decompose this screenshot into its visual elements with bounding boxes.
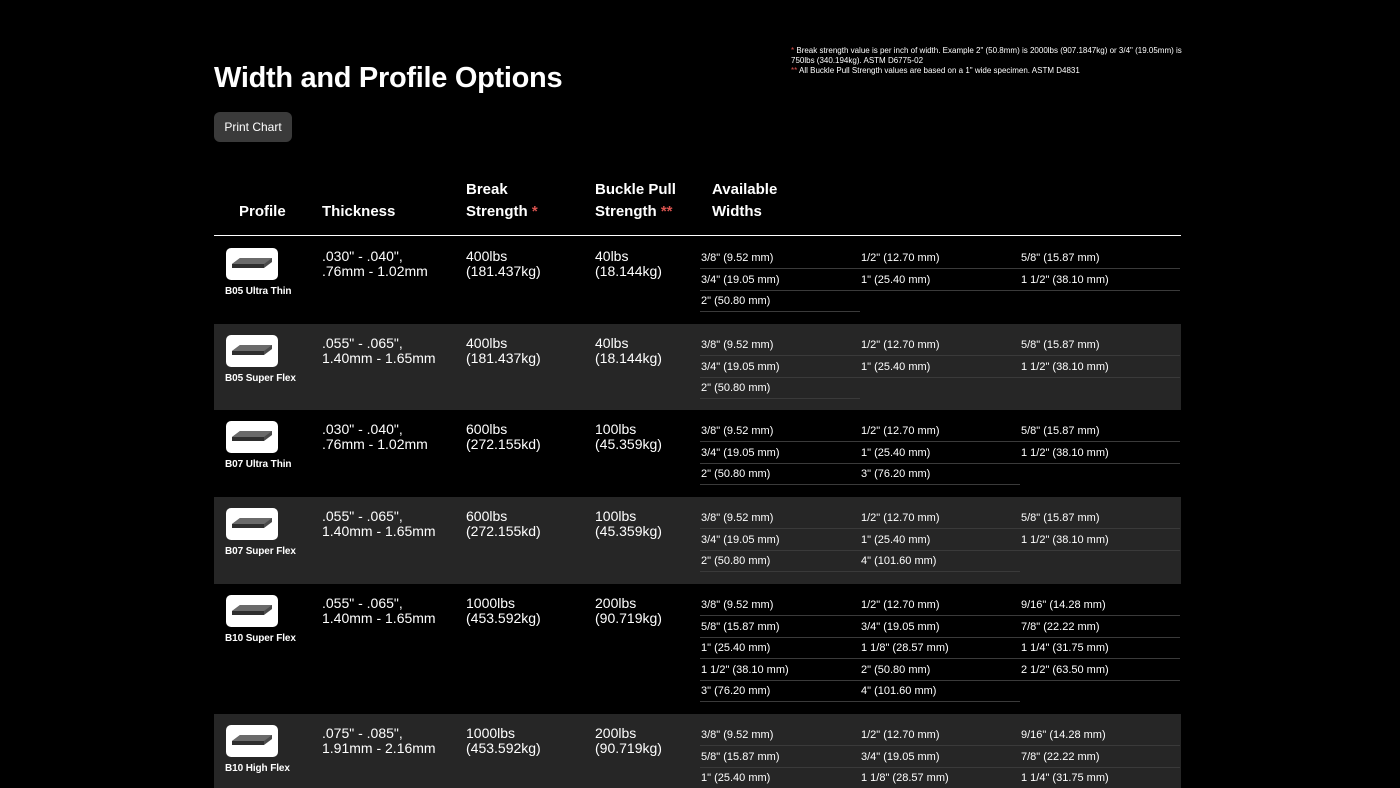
page-title: Width and Profile Options [214, 62, 563, 94]
width-option: 5/8" (15.87 mm) [1020, 507, 1180, 529]
width-option: 3/8" (9.52 mm) [700, 334, 860, 356]
width-option: 3" (76.20 mm) [700, 680, 860, 702]
width-option: 1/2" (12.70 mm) [860, 420, 1020, 442]
footnote-mark: ** [791, 66, 798, 75]
footnote-buckle [791, 66, 1183, 76]
width-option: 2 1/2" (63.50 mm) [1020, 659, 1180, 681]
width-option: 5/8" (15.87 mm) [1020, 247, 1180, 269]
width-option: 3/8" (9.52 mm) [700, 420, 860, 442]
width-option: 3/4" (19.05 mm) [700, 529, 860, 551]
width-option: 2" (50.80 mm) [700, 550, 860, 572]
width-option: 5/8" (15.87 mm) [1020, 334, 1180, 356]
profile-name: B07 Ultra Thin [225, 459, 292, 470]
width-option: 1/2" (12.70 mm) [860, 724, 1020, 746]
print-chart-button[interactable]: Print Chart [214, 112, 292, 142]
break-strength-value: 1000lbs (453.592kg) [466, 725, 541, 756]
profile-name: B10 High Flex [225, 763, 290, 774]
width-option: 1 1/8" (28.57 mm) [860, 767, 1020, 788]
footnote-text: All Buckle Pull Strength values are based on a 1" wide specimen. ASTM D4831 [799, 66, 1080, 75]
width-option: 3/8" (9.52 mm) [700, 594, 860, 616]
width-option: 4" (101.60 mm) [860, 550, 1020, 572]
width-option: 1 1/2" (38.10 mm) [700, 659, 860, 681]
width-option: 3/4" (19.05 mm) [860, 746, 1020, 768]
width-option: 9/16" (14.28 mm) [1020, 594, 1180, 616]
width-option: 1 1/8" (28.57 mm) [860, 637, 1020, 659]
header-profile: Profile [239, 203, 286, 220]
break-strength-value: 400lbs (181.437kg) [466, 248, 541, 279]
buckle-pull-value: 100lbs (45.359kg) [595, 508, 662, 539]
width-option: 1" (25.40 mm) [860, 356, 1020, 378]
break-strength-value: 1000lbs (453.592kg) [466, 595, 541, 626]
buckle-pull-value: 200lbs (90.719kg) [595, 725, 662, 756]
buckle-pull-value: 40lbs (18.144kg) [595, 335, 662, 366]
width-option: 3/4" (19.05 mm) [700, 269, 860, 291]
header-thickness: Thickness [322, 203, 396, 220]
footnote-break [791, 46, 1183, 66]
break-strength-value: 600lbs (272.155kd) [466, 421, 541, 452]
width-option: 5/8" (15.87 mm) [700, 616, 860, 638]
width-option: 4" (101.60 mm) [860, 680, 1020, 702]
width-option: 1/2" (12.70 mm) [860, 247, 1020, 269]
buckle-pull-value: 40lbs (18.144kg) [595, 248, 662, 279]
width-option: 3/4" (19.05 mm) [860, 616, 1020, 638]
width-option: 3/8" (9.52 mm) [700, 724, 860, 746]
footnote-text: Break strength value is per inch of width. Example 2" (50.8mm) is 2000lbs (907.1847kg) or 3/4" (19.05mm) is 750lbs (340.194kg). ASTM D6775-02 [791, 46, 1182, 65]
table-row [214, 410, 1181, 497]
width-option: 1/2" (12.70 mm) [860, 334, 1020, 356]
header-break-label: Break Strength [466, 181, 528, 220]
buckle-pull-value: 200lbs (90.719kg) [595, 595, 662, 626]
table-row [214, 324, 1181, 410]
strap-profile-icon [226, 725, 278, 757]
profile-name: B05 Super Flex [225, 373, 296, 384]
strap-profile-icon [226, 335, 278, 367]
width-option: 1" (25.40 mm) [860, 529, 1020, 551]
footnotes [791, 46, 1183, 76]
profile-name: B10 Super Flex [225, 633, 296, 644]
width-option: 2" (50.80 mm) [860, 659, 1020, 681]
width-option: 1 1/2" (38.10 mm) [1020, 269, 1180, 291]
thickness-value: .030" - .040", .76mm - 1.02mm [322, 248, 428, 279]
thickness-value: .055" - .065", 1.40mm - 1.65mm [322, 595, 436, 626]
width-option: 3" (76.20 mm) [860, 463, 1020, 485]
width-option: 1 1/2" (38.10 mm) [1020, 529, 1180, 551]
thickness-value: .055" - .065", 1.40mm - 1.65mm [322, 335, 436, 366]
width-option: 7/8" (22.22 mm) [1020, 746, 1180, 768]
width-option: 3/4" (19.05 mm) [700, 356, 860, 378]
width-option: 2" (50.80 mm) [700, 463, 860, 485]
strap-profile-icon [226, 421, 278, 453]
width-option: 1 1/4" (31.75 mm) [1020, 637, 1180, 659]
header-buckle-label: Buckle Pull Strength [595, 181, 676, 220]
width-option: 7/8" (22.22 mm) [1020, 616, 1180, 638]
table-row [214, 584, 1181, 714]
profile-name: B07 Super Flex [225, 546, 296, 557]
strap-profile-icon [226, 595, 278, 627]
break-strength-value: 600lbs (272.155kd) [466, 508, 541, 539]
width-option: 1" (25.40 mm) [860, 269, 1020, 291]
strap-profile-icon [226, 508, 278, 540]
width-option: 1" (25.40 mm) [700, 637, 860, 659]
profile-name: B05 Ultra Thin [225, 286, 292, 297]
width-option: 3/4" (19.05 mm) [700, 442, 860, 464]
width-option: 9/16" (14.28 mm) [1020, 724, 1180, 746]
break-strength-value: 400lbs (181.437kg) [466, 335, 541, 366]
header-available-widths: Available Widths [712, 181, 778, 220]
width-option: 5/8" (15.87 mm) [700, 746, 860, 768]
width-option: 1/2" (12.70 mm) [860, 594, 1020, 616]
thickness-value: .030" - .040", .76mm - 1.02mm [322, 421, 428, 452]
width-option: 3/8" (9.52 mm) [700, 247, 860, 269]
asterisk-mark: * [531, 203, 538, 220]
asterisk-mark: ** [660, 203, 673, 220]
thickness-value: .055" - .065", 1.40mm - 1.65mm [322, 508, 436, 539]
strap-profile-icon [226, 248, 278, 280]
footnote-mark: * [791, 46, 795, 55]
width-option: 5/8" (15.87 mm) [1020, 420, 1180, 442]
width-option: 2" (50.80 mm) [700, 377, 860, 399]
width-option: 3/8" (9.52 mm) [700, 507, 860, 529]
table-row [214, 497, 1181, 584]
width-option: 2" (50.80 mm) [700, 290, 860, 312]
buckle-pull-value: 100lbs (45.359kg) [595, 421, 662, 452]
table-row [214, 714, 1181, 788]
header-buckle-pull [595, 179, 695, 223]
table-header [214, 176, 1181, 236]
width-option: 1" (25.40 mm) [860, 442, 1020, 464]
width-option: 1 1/2" (38.10 mm) [1020, 442, 1180, 464]
thickness-value: .075" - .085", 1.91mm - 2.16mm [322, 725, 436, 756]
width-option: 1/2" (12.70 mm) [860, 507, 1020, 529]
width-option: 1" (25.40 mm) [700, 767, 860, 788]
table-row [214, 237, 1181, 324]
header-break-strength [466, 179, 556, 223]
width-option: 1 1/2" (38.10 mm) [1020, 356, 1180, 378]
width-option: 1 1/4" (31.75 mm) [1020, 767, 1180, 788]
